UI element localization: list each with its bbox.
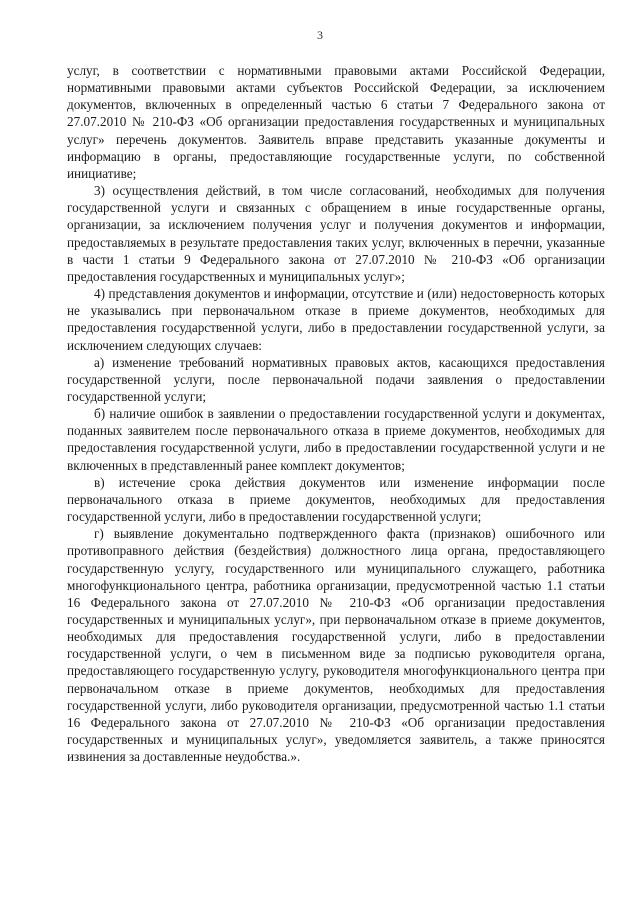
- paragraph-subitem-g: г) выявление документально подтвержденного факта (признаков) ошибочного или противоправного действия (бездействия) должностного лица органа, предоставляющего государственную услугу, государственного или муниципального служащего, работника многофункционального центра, работника организации, предусмотренной частью 1.1 статьи 16 Федерального закона от 27.07.2010 № 210-ФЗ «Об организации предоставления государственных и муниципальных услуг», при первоначальном отказе в приеме документов, необходимых для предоставления государственной услуги, либо в предоставлении государственной услуги, о чем в письменном виде за подписью руководителя органа, предоставляющего государственную услугу, руководителя многофункционального центра при первоначальном отказе в приеме документов, необходимых для предоставления государственной услуги, либо руководителя организации, предусмотренной частью 1.1 статьи 16 Федерального закона от 27.07.2010 № 210-ФЗ «Об организации предоставления государственных и муниципальных услуг», уведомляется заявитель, а также приносятся извинения за доставленные неудобства.».: [67, 526, 605, 765]
- paragraph-continuation: услуг, в соответствии с нормативными правовыми актами Российской Федерации, нормативными правовыми актами субъектов Российской Федерации, за исключением документов, включенных в определенный частью 6 статьи 7 Федерального закона от 27.07.2010 № 210-ФЗ «Об организации предоставления государственных и муниципальных услуг» перечень документов. Заявитель вправе представить указанные документы и информацию в органы, предоставляющие государственные услуги, по собственной инициативе;: [67, 63, 605, 181]
- paragraph-subitem-b: б) наличие ошибок в заявлении о предоставлении государственной услуги и документах, поданных заявителем после первоначального отказа в приеме документов, необходимых для предоставления государственной услуги, либо в предоставлении государственной услуги и не включенных в представленный ранее комплект документов;: [67, 406, 605, 473]
- paragraph-item-3: 3) осуществления действий, в том числе согласований, необходимых для получения государственной услуги и связанных с обращением в иные государственные органы, организации, за исключением получения услуг и получения документов и информации, предоставляемых в результате предоставления таких услуг, включенных в перечни, указанные в части 1 статьи 9 Федерального закона от 27.07.2010 № 210-ФЗ «Об организации предоставления государственных и муниципальных услуг»;: [67, 183, 605, 284]
- page-number: 3: [317, 28, 323, 42]
- paragraph-subitem-a: а) изменение требований нормативных правовых актов, касающихся предоставления государственной услуги, после первоначальной подачи заявления о предоставлении государственной услуги;: [67, 354, 605, 404]
- paragraph-item-4: 4) представления документов и информации, отсутствие и (или) недостоверность которых не указывались при первоначальном отказе в приеме документов, необходимых для предоставления государственной услуги, либо в предоставлении государственной услуги, за исключением следующих случаев:: [67, 286, 605, 353]
- paragraph-subitem-v: в) истечение срока действия документов или изменение информации после первоначального отказа в приеме документов, необходимых для предоставления государственной услуги, либо в предоставлении государственной услуги;: [67, 474, 605, 525]
- document-body: [67, 62, 605, 765]
